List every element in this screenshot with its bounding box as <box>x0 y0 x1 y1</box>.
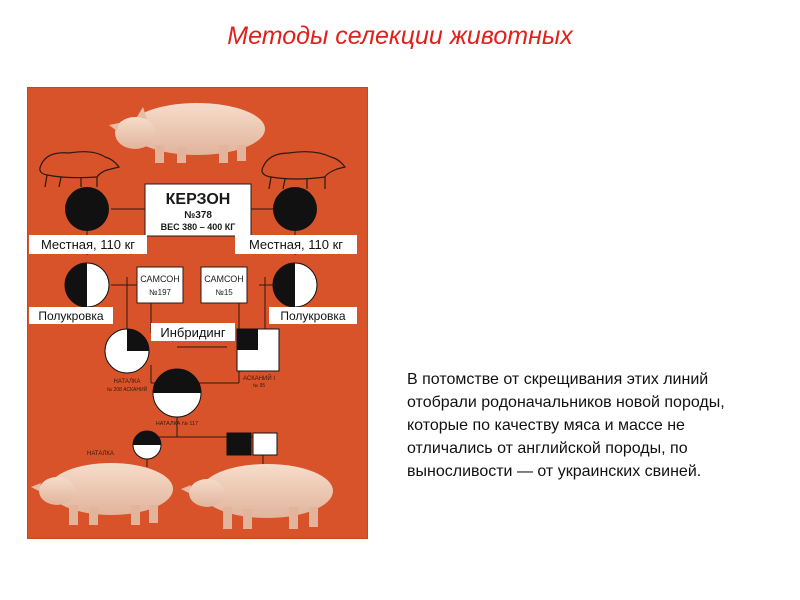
svg-text:№ 95: № 95 <box>252 383 266 389</box>
svg-text:№197: №197 <box>149 288 171 297</box>
natalka-left-symbol <box>105 329 149 373</box>
kerzon-weight: ВЕС 380 – 400 КГ <box>160 222 236 232</box>
svg-text:САМСОН: САМСОН <box>204 274 244 284</box>
svg-text:НАТАЛКА № 117: НАТАЛКА № 117 <box>155 421 199 427</box>
samson-right-box <box>201 267 247 303</box>
askaniy-symbol <box>237 329 279 371</box>
svg-text:НАТАЛКА: НАТАЛКА <box>113 379 141 385</box>
selection-poster <box>27 87 368 539</box>
left-crossbreed-symbol <box>65 263 109 307</box>
kerzon-box <box>145 184 251 236</box>
left-local-symbol <box>65 187 109 231</box>
svg-text:№15: №15 <box>215 288 233 297</box>
local-left-label: Местная, 110 кг <box>40 237 136 252</box>
svg-text:№ 208 АСКАНИЙ: № 208 АСКАНИЙ <box>106 387 148 393</box>
kerzon-number: №378 <box>184 210 212 221</box>
svg-text:САМСОН: САМСОН <box>140 274 180 284</box>
half-left-label: Полукровка <box>38 309 104 323</box>
samson-left-box <box>137 267 183 303</box>
local-right-label: Местная, 110 кг <box>248 237 344 252</box>
svg-text:АСКАНИЙ I: АСКАНИЙ I <box>243 376 275 382</box>
slide-title: Методы селекции животных <box>227 22 573 50</box>
natalka-center-symbol <box>153 369 201 417</box>
svg-text:НАТАЛКА: НАТАЛКА <box>87 451 114 457</box>
right-local-symbol <box>273 187 317 231</box>
half-right-label: Полукровка <box>280 309 346 323</box>
slide-description: В потомстве от скрещивания этих линий отобрали родоначальников новой породы, которые по качеству мяса и массе не отличались от английской породы, по выносливости — от украинских свиней. <box>407 371 725 480</box>
right-crossbreed-symbol <box>273 263 317 307</box>
kerzon-name: КЕРЗОН <box>165 191 231 208</box>
offspring-circle-symbol <box>133 431 161 459</box>
inbreeding-label: Инбридинг <box>160 325 226 340</box>
